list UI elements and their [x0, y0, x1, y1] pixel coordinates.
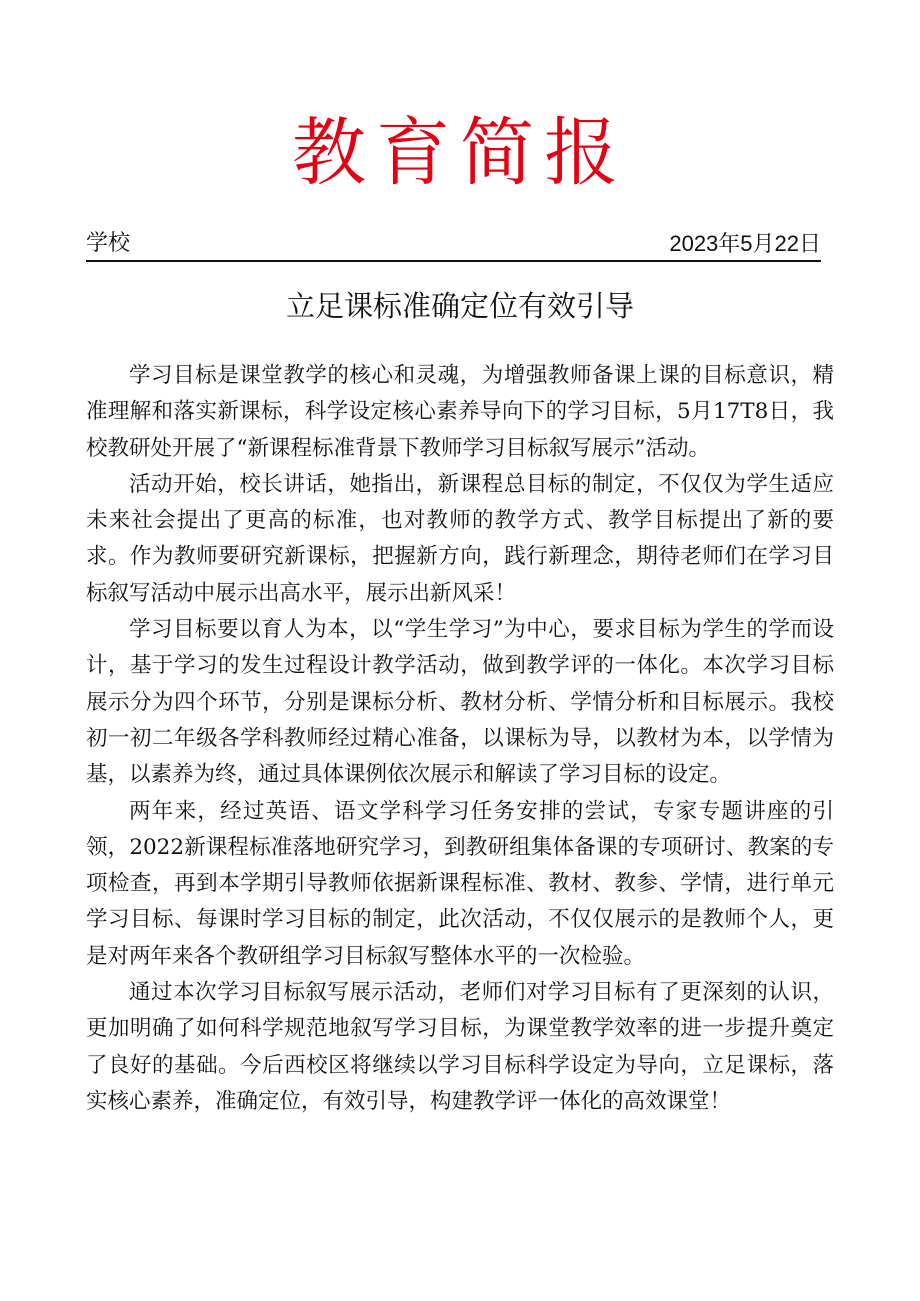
article-paragraph: 通过本次学习目标叙写展示活动，老师们对学习目标有了更深刻的认识，更加明确了如何科学规范地叙写学习目标，为课堂教学效率的进一步提升奠定了良好的基础。今后西校区将继续以学习目标科学设定为导向，立足课标，落实核心素养，准确定位，有效引导，构建教学评一体化的高效课堂！	[86, 980, 834, 1114]
masthead-title: 教育简报	[292, 110, 628, 196]
info-line	[86, 228, 821, 262]
article-paragraph: 两年来，经过英语、语文学科学习任务安排的尝试，专家专题讲座的引领，2022新课程标准落地研究学习，到教研组集体备课的专项研讨、教案的专项检查，再到本学期引导教师依据新课程标准、教材、教参、学情，进行单元学习目标、每课时学习目标的制定，此次活动，不仅仅展示的是教师个人，更是对两年来各个教研组学习目标叙写整体水平的一次检验。	[86, 798, 834, 969]
article-body	[86, 358, 834, 1120]
issue-date: 2023年5月22日	[669, 231, 821, 256]
school-label: 学校	[86, 231, 131, 256]
article-paragraph: 学习目标要以育人为本，以“学生学习”为中心，要求目标为学生的学而设计，基于学习的发生过程设计教学活动，做到教学评的一体化。本次学习目标展示分为四个环节，分别是课标分析、教材分析、学情分析和目标展示。我校初一初二年级各学科教师经过精心准备，以课标为导，以教材为本，以学情为基，以素养为终，通过具体课例依次展示和解读了学习目标的设定。	[86, 617, 834, 788]
article-paragraph: 学习目标是课堂教学的核心和灵魂，为增强教师备课上课的目标意识，精准理解和落实新课标，科学设定核心素养导向下的学习目标，5月17T8日，我校教研处开展了“新课程标准背景下教师学习目标叙写展示”活动。	[86, 363, 834, 461]
article-title: 立足课标准确定位有效引导	[285, 289, 634, 323]
article-paragraph: 活动开始，校长讲话，她指出，新课程总目标的制定，不仅仅为学生适应未来社会提出了更高的标准，也对教师的教学方式、教学目标提出了新的要求。作为教师要研究新课标，把握新方向，践行新理念，期待老师们在学习目标叙写活动中展示出高水平，展示出新风采！	[86, 471, 834, 606]
